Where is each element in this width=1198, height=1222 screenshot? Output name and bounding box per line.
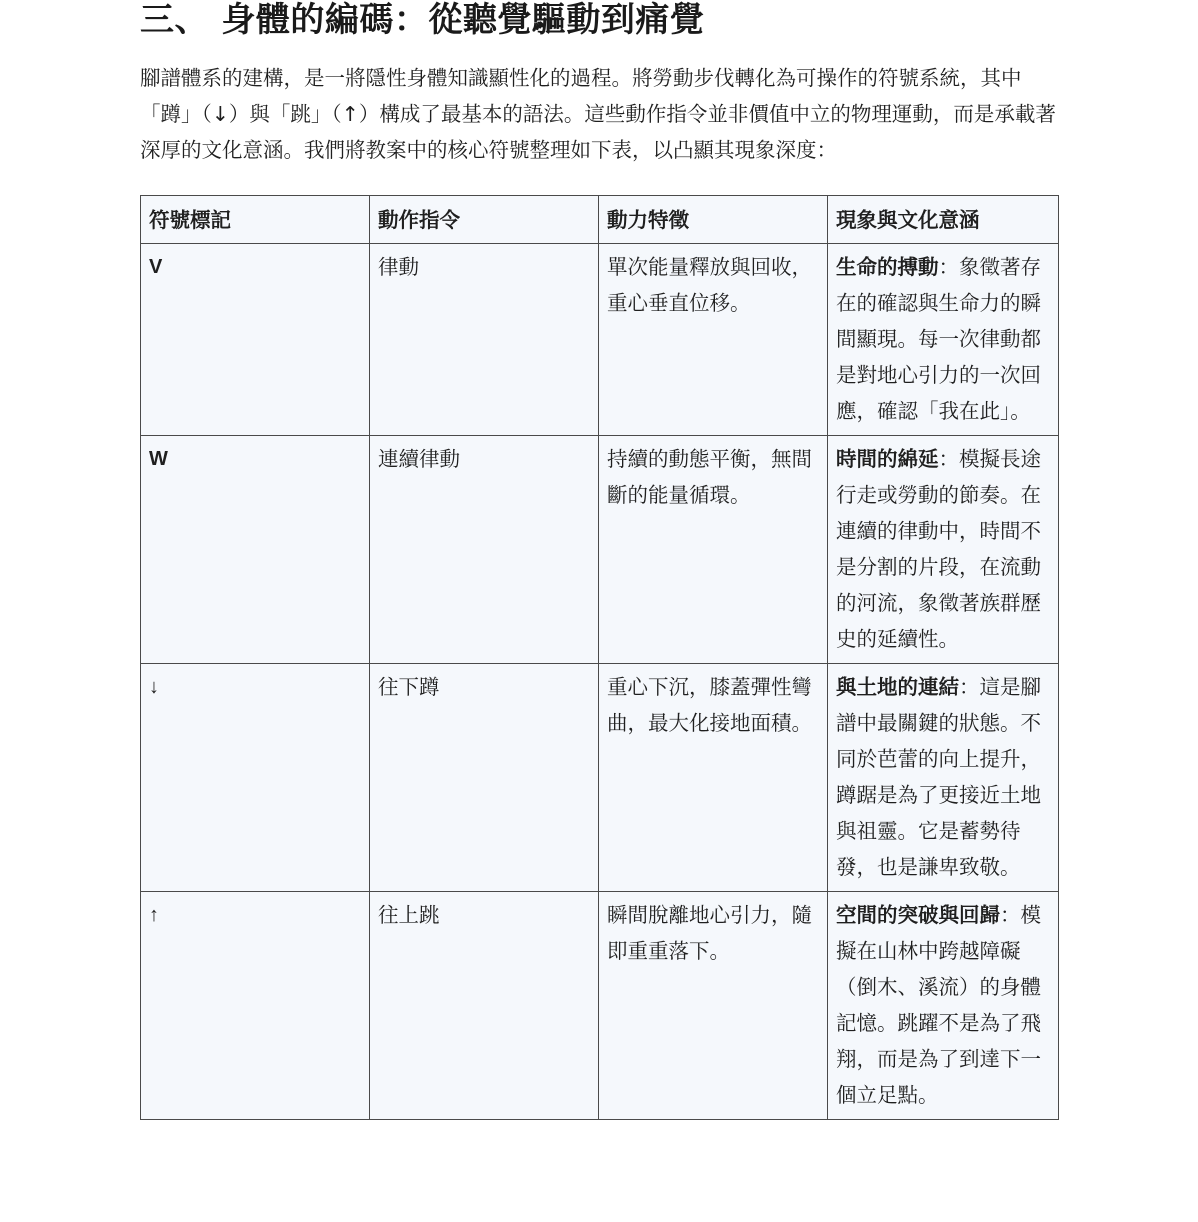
meaning-text: ：這是腳譜中最關鍵的狀態。不同於芭蕾的向上提升，蹲踞是為了更接近土地與祖靈。它是蓄勢待發，也是謙卑致敬。: [836, 675, 1041, 879]
row-command: 往下蹲: [370, 664, 599, 892]
row-symbol: V: [141, 244, 370, 436]
row-symbol: W: [141, 436, 370, 664]
table-row: [141, 892, 1059, 1120]
table-row: [141, 436, 1059, 664]
meaning-text: ：象徵著存在的確認與生命力的瞬間顯現。每一次律動都是對地心引力的一次回應，確認「我在此」。: [836, 255, 1041, 423]
header-meaning: 現象與文化意涵: [828, 196, 1059, 244]
row-meaning: [828, 436, 1059, 664]
meaning-title: 與土地的連結: [836, 675, 959, 699]
row-symbol: ↑: [141, 892, 370, 1120]
table-row: [141, 244, 1059, 436]
header-dynamics: 動力特徵: [599, 196, 828, 244]
intro-paragraph: 腳譜體系的建構，是一將隱性身體知識顯性化的過程。將勞動步伐轉化為可操作的符號系統，其中「蹲」（↓）與「跳」（↑）構成了最基本的語法。這些動作指令並非價值中立的物理運動，而是承載著深厚的文化意涵。我們將教案中的核心符號整理如下表，以凸顯其現象深度：: [140, 66, 1056, 162]
row-dynamics: 單次能量釋放與回收，重心垂直位移。: [599, 244, 828, 436]
meaning-title: 空間的突破與回歸: [836, 903, 1000, 927]
row-command: 往上跳: [370, 892, 599, 1120]
row-symbol: ↓: [141, 664, 370, 892]
symbol-table: [140, 195, 1059, 1120]
header-command: 動作指令: [370, 196, 599, 244]
meaning-text: ：模擬在山林中跨越障礙（倒木、溪流）的身體記憶。跳躍不是為了飛翔，而是為了到達下一個立足點。: [836, 903, 1041, 1107]
row-command: 連續律動: [370, 436, 599, 664]
table-header-row: [141, 196, 1059, 244]
row-command: 律動: [370, 244, 599, 436]
row-meaning: [828, 664, 1059, 892]
header-symbol: 符號標記: [141, 196, 370, 244]
meaning-title: 生命的搏動: [836, 255, 939, 279]
row-dynamics: 瞬間脫離地心引力，隨即重重落下。: [599, 892, 828, 1120]
row-meaning: [828, 244, 1059, 436]
row-dynamics: 持續的動態平衡，無間斷的能量循環。: [599, 436, 828, 664]
meaning-title: 時間的綿延: [836, 447, 939, 471]
table-row: [141, 664, 1059, 892]
section-title: 三、 身體的編碼：從聽覺驅動到痛覺: [140, 0, 705, 40]
row-dynamics: 重心下沉，膝蓋彈性彎曲，最大化接地面積。: [599, 664, 828, 892]
meaning-text: ：模擬長途行走或勞動的節奏。在連續的律動中，時間不是分割的片段，在流動的河流，象徵著族群歷史的延續性。: [836, 447, 1041, 651]
row-meaning: [828, 892, 1059, 1120]
